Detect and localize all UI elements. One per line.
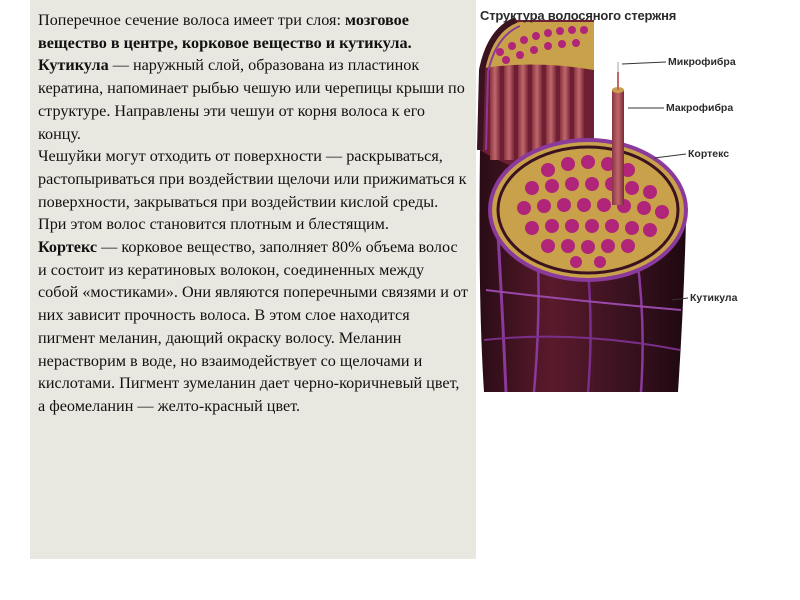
cuticle-text: — наружный слой, образована из пластинок кератина, напоминает рыбью чешую или черепицы крыши по структуре. Направлены эти чешуи от корня волоса к его концу.: [38, 56, 465, 143]
label-microfibril: Микрофибра: [668, 56, 736, 68]
figure-title: Структура волосяного стержня: [480, 8, 677, 23]
intro-plain: Поперечное сечение волоса имеет три слоя:: [38, 11, 345, 29]
cuticle-term: Кутикула: [38, 56, 109, 75]
text-panel: [30, 0, 476, 559]
label-cuticle: Кутикула: [690, 292, 738, 304]
scales-paragraph: Чешуйки могут отходить от поверхности — раскрываться, растопыриваться при воздействии щелочи или прижиматься к поверхности, закрываться при воздействии кислой среды. При этом волос становится плотным и блестящим.: [38, 147, 467, 234]
cortex-text: — корковое вещество, заполняет 80% объема волос и состоит из кератиновых волокон, соединенных между собой «мостиками». Они являются поперечными связями и от них зависит прочность волоса. В этом слое находится пигмент меланин, дающий окраску волосу. Меланин нерастворим в воде, но взаимодействует со щелочами и кислотами. Пигмент зумеланин дает черно-коричневый цвет, а феомеланин — желто-красный цвет.: [38, 238, 468, 415]
intro-paragraph: [38, 9, 468, 54]
cuticle-paragraph: [38, 54, 468, 145]
cortex-term: Кортекс: [38, 238, 98, 257]
label-cortex: Кортекс: [688, 148, 730, 160]
intro-bold: мозговое вещество в центре, корковое вещество и кутикула.: [38, 11, 412, 52]
cortex-paragraph: [38, 236, 468, 418]
label-macrofibril: Макрофибра: [666, 102, 734, 114]
